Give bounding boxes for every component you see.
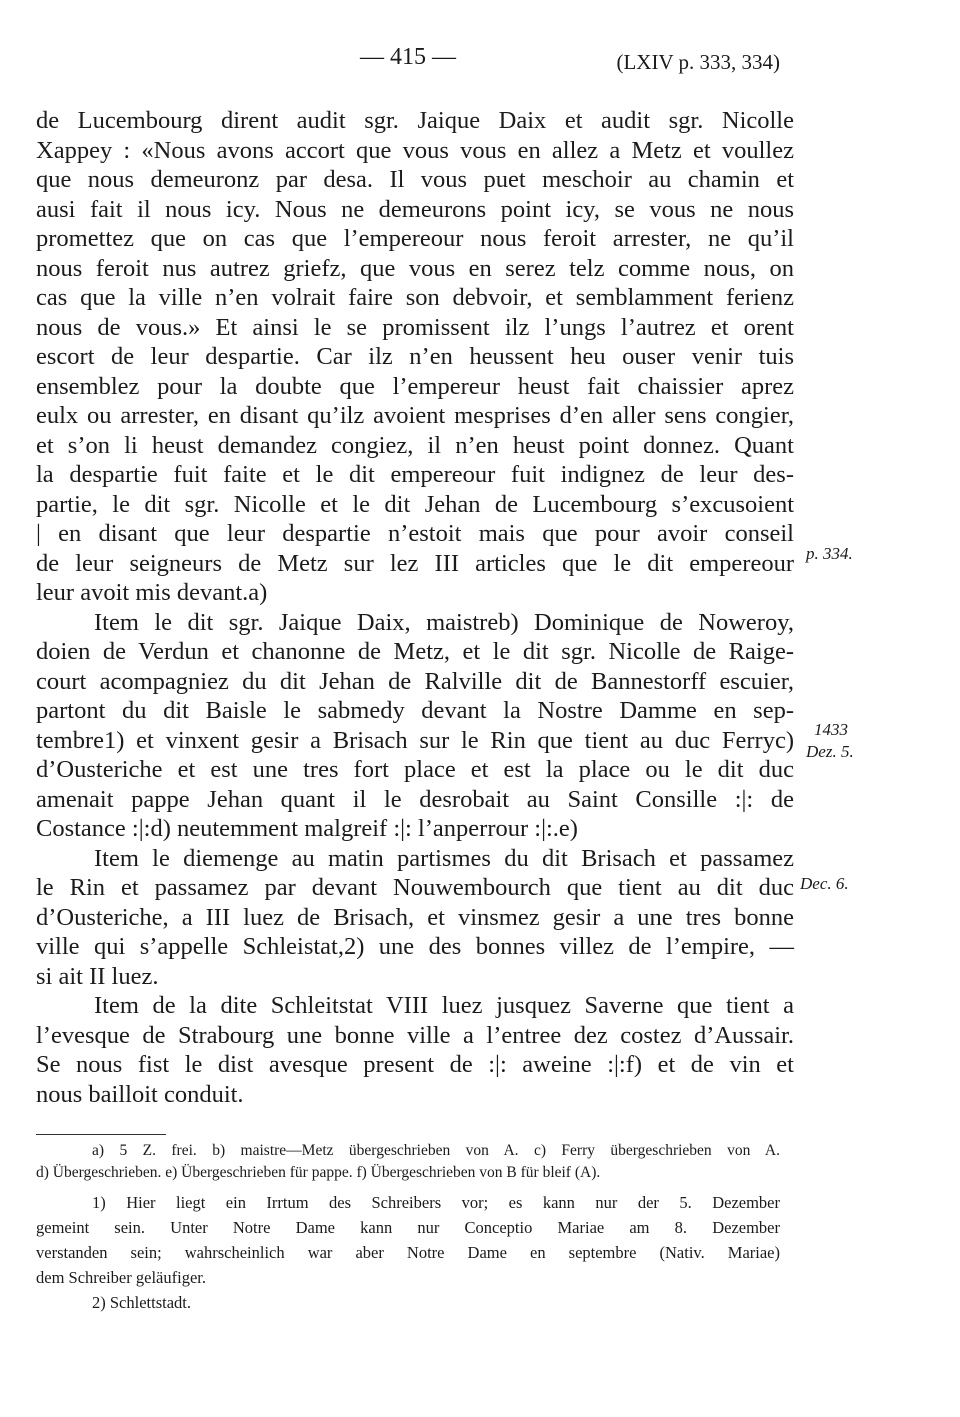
- text-line: nous feroit nus autrez griefz, que vous en serez telz comme nous, on: [36, 254, 794, 282]
- text-line: Xappey : «Nous avons accort que vous vous en allez a Metz et voullez: [36, 136, 794, 164]
- margin-note: Dec. 6.: [800, 874, 849, 893]
- footnote-line: 2) Schlettstadt.: [92, 1293, 191, 1312]
- text-line: leur avoit mis devant.a): [36, 579, 268, 606]
- text-line: Item le dit sgr. Jaique Daix, maistreb) Dominique de Noweroy,: [94, 608, 794, 636]
- text-line: eulx ou arrester, en disant qu’ilz avoient mesprises d’en aller sens congier,: [36, 402, 794, 429]
- text-line: l’evesque de Strabourg une bonne ville a l’entree dez costez d’Aussair.: [36, 1021, 794, 1049]
- text-line: | en disant que leur despartie n’estoit mais que pour avoir conseil: [36, 520, 794, 547]
- text-line: ausi fait il nous icy. Nous ne demeurons point icy, se vous ne nous: [36, 195, 794, 223]
- page-reference: (LXIV p. 333, 334): [616, 50, 780, 74]
- footnote-line: a) 5 Z. frei. b) maistre—Metz übergeschrieben von A. c) Ferry übergeschrieben von A.: [92, 1142, 780, 1159]
- text-line: tembre1) et vinxent gesir a Brisach sur le Rin que tient au duc Ferryc): [36, 726, 794, 754]
- page-number: — 415 —: [360, 44, 456, 70]
- text-line: Costance :|:d) neutemment malgreif :|: l’anperrour :|:.e): [36, 815, 578, 842]
- text-line: Item de la dite Schleitstat VIII luez jusquez Saverne que tient a: [94, 992, 794, 1019]
- margin-note: 1433: [814, 720, 848, 739]
- text-line: de Lucembourg dirent audit sgr. Jaique Daix et audit sgr. Nicolle: [36, 107, 794, 134]
- text-line: Item le diemenge au matin partismes du dit Brisach et passamez: [94, 844, 794, 872]
- text-line: Se nous fist le dist avesque present de :|: aweine :|:f) et de vin et: [36, 1051, 794, 1078]
- footnotes: [36, 1140, 780, 1315]
- text-line: doien de Verdun et chanonne de Metz, et le dit sgr. Nicolle de Raige-: [36, 638, 794, 665]
- text-line: d’Ousteriche, a III luez de Brisach, et vinsmez gesir a une tres bonne: [36, 903, 794, 931]
- text-line: promettez que on cas que l’empereour nous feroit arrester, ne qu’il: [36, 225, 794, 252]
- footnote-line: dem Schreiber geläufiger.: [36, 1268, 206, 1287]
- text-line: nous de vous.» Et ainsi le se promissent ilz l’ungs l’autrez et orent: [36, 313, 794, 341]
- footnote-line: gemeint sein. Unter Notre Dame kann nur Conceptio Mariae am 8. Dezember: [36, 1218, 780, 1237]
- footnote-line: verstanden sein; wahrscheinlich war aber Notre Dame en septembre (Nativ. Mariae): [36, 1243, 780, 1262]
- footnote-line: 1) Hier liegt ein Irrtum des Schreibers vor; es kann nur der 5. Dezember: [92, 1193, 780, 1212]
- text-line: cas que la ville n’en volrait faire son debvoir, et semblamment ferienz: [36, 284, 794, 311]
- text-line: et s’on li heust demandez congiez, il n’en heust point donnez. Quant: [36, 431, 794, 459]
- text-line: partont du dit Baisle le sabmedy devant la Nostre Damme en sep-: [36, 697, 794, 724]
- text-line: de leur seigneurs de Metz sur lez III articles que le dit empereour: [36, 549, 794, 577]
- text-line: que nous demeuronz par desa. Il vous puet meschoir au chamin et: [36, 166, 794, 193]
- text-line: la despartie fuit faite et le dit empereour fuit indignez de leur des-: [36, 461, 794, 488]
- page-header: [360, 44, 780, 80]
- text-line: ville qui s’appelle Schleistat,2) une des bonnes villez de l’empire, —: [36, 933, 794, 960]
- footnote-line: d) Übergeschrieben. e) Übergeschrieben für pappe. f) Übergeschrieben von B für bleif (A).: [36, 1164, 601, 1181]
- text-line: partie, le dit sgr. Nicolle et le dit Jehan de Lucembourg s’excusoient: [36, 490, 794, 518]
- text-line: court acompagniez du dit Jehan de Ralville dit de Bannestorff escuier,: [36, 667, 794, 695]
- main-text: [36, 106, 794, 1109]
- text-line: d’Ousteriche et est une tres fort place et est la place ou le dit duc: [36, 756, 794, 783]
- margin-note: p. 334.: [806, 544, 853, 563]
- margin-note: Dez. 5.: [806, 742, 854, 761]
- text-line: nous bailloit conduit.: [36, 1080, 244, 1108]
- footnote-rule: [36, 1134, 166, 1135]
- text-line: si ait II luez.: [36, 962, 159, 990]
- text-line: escort de leur despartie. Car ilz n’en heussent heu ouser venir tuis: [36, 343, 794, 370]
- text-line: le Rin et passamez par devant Nouwembourch que tient au dit duc: [36, 874, 794, 901]
- text-line: amenait pappe Jehan quant il le desrobait au Saint Consille :|: de: [36, 785, 794, 813]
- text-line: ensemblez pour la doubte que l’empereur heust fait chaissier aprez: [36, 372, 794, 400]
